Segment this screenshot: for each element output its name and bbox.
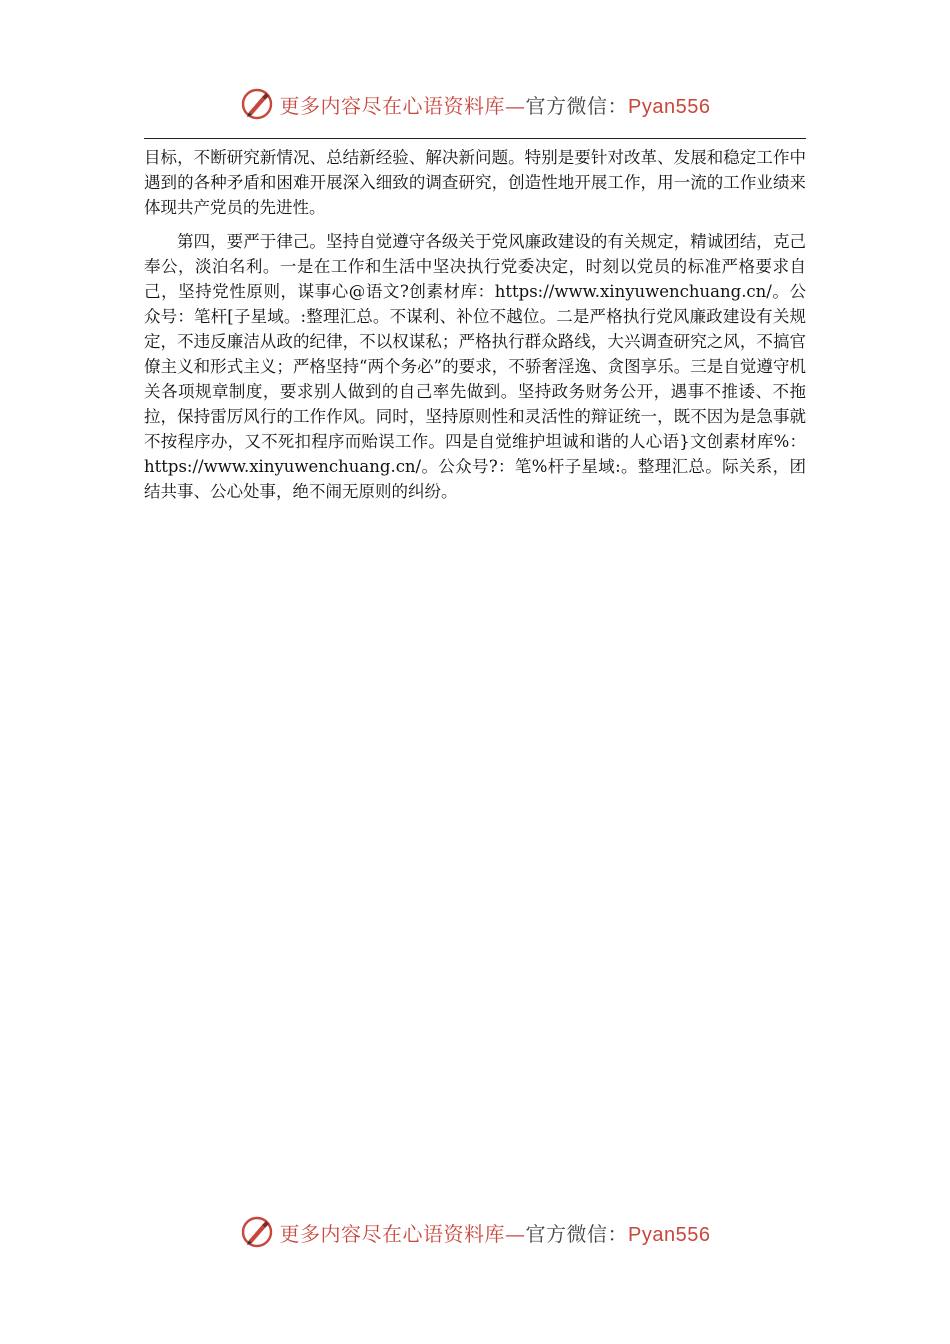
footer-banner-inner (240, 1215, 711, 1249)
footer-banner-text (280, 1218, 711, 1247)
footer-banner (0, 1212, 950, 1252)
header-wechat-id: Pyan556 (628, 95, 711, 118)
footer-brand: 更多内容尽在心语资料库 (279, 1221, 506, 1246)
header-divider (144, 138, 806, 139)
paragraph-1: 目标，不断研究新情况、总结新经验、解决新问题。特别是要针对改革、发展和稳定工作中遇到的各种矛盾和困难开展深入细致的调查研究，创造性地开展工作，用一流的工作业绩来体现共产党员的先进性。 (144, 148, 806, 217)
footer-wechat-label: 官方微信： (525, 1221, 629, 1246)
header-banner-inner (240, 87, 711, 121)
header-banner (0, 84, 950, 124)
paragraph-2: 第四，要严于律己。坚持自觉遵守各级关于党风廉政建设的有关规定，精诚团结，克己奉公，淡泊名利。一是在工作和生活中坚决执行党委决定，时刻以党员的标准严格要求自己，坚持党性原则，谋事心@语文?创素材库：https://www.xinyuwenchuang.cn/。公众号：笔杆[子星域。:整理汇总。不谋利、补位不越位。二是严格执行党风廉政建设有关规定，不违反廉洁从政的纪律，不以权谋私；严格执行群众路线，大兴调查研究之风，不搞官僚主义和形式主义；严格坚持“两个务必”的要求，不骄奢淫逸、贪图享乐。三是自觉遵守机关各项规章制度，要求别人做到的自己率先做到。坚持政务财务公开，遇事不推诿、不拖拉，保持雷厉风行的工作作风。同时，坚持原则性和灵活性的辩证统一，既不因为是急事就不按程序办，又不死扣程序而贻误工作。四是自觉维护坦诚和谐的人心语}文创素材库%：https://www.xinyuwenchuang.cn/。公众号?：笔%杆子星域:。整理汇总。际关系，团结共事、公心处事，绝不闹无原则的纠纷。 (144, 232, 806, 501)
document-body (144, 145, 806, 504)
pen-circle-logo-icon (240, 87, 274, 121)
footer-dash: — (505, 1221, 526, 1246)
header-brand: 更多内容尽在心语资料库 (279, 93, 506, 118)
header-dash: — (505, 93, 526, 118)
pen-circle-logo-icon (240, 1215, 274, 1249)
footer-wechat-id: Pyan556 (628, 1223, 711, 1246)
header-wechat-label: 官方微信： (525, 93, 629, 118)
header-banner-text (280, 90, 711, 119)
